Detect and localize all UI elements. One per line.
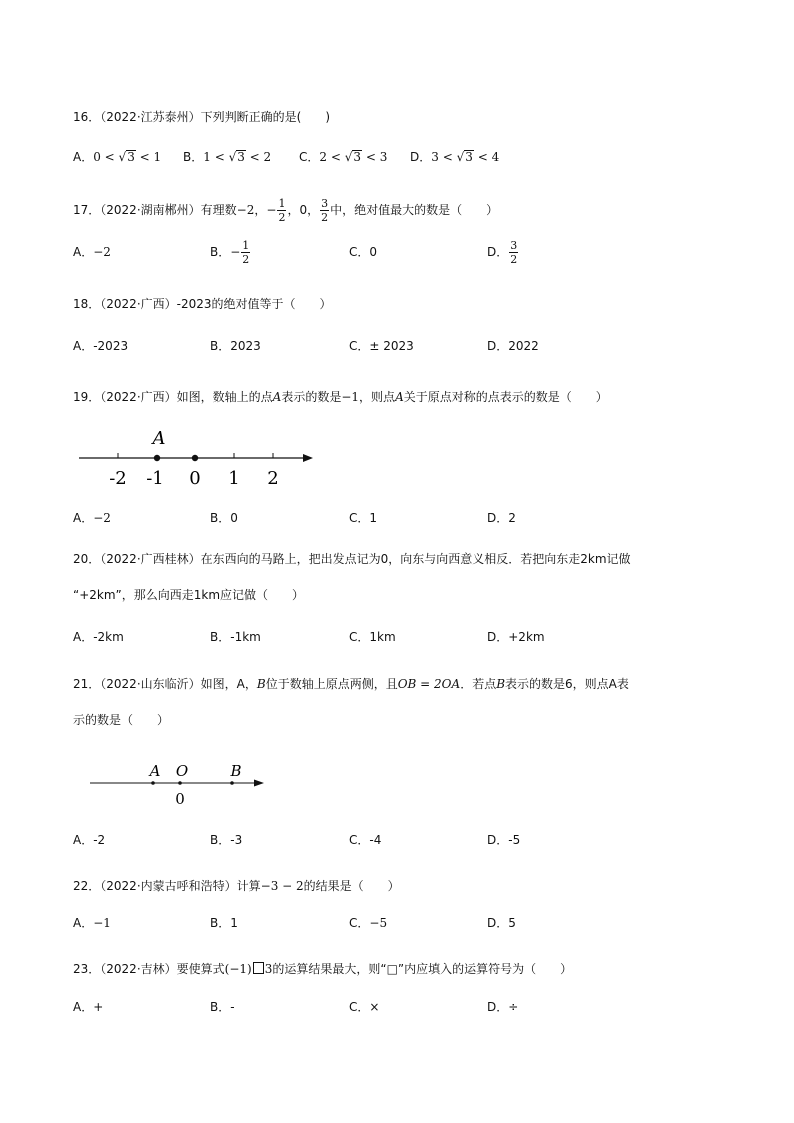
question-21-stem-line2: 示的数是（ ） — [73, 713, 170, 727]
option-a[interactable]: A．−2 — [73, 245, 111, 259]
question-16-options — [73, 148, 633, 172]
point-a-dot — [151, 781, 155, 785]
option-a[interactable]: A．-2 — [73, 833, 106, 847]
question-text: 下列判断正确的是( ) — [200, 110, 331, 124]
option-d[interactable]: D．÷ — [487, 1000, 519, 1014]
question-21-options — [73, 831, 633, 855]
question-20-stem-line2: “+2km”，那么向西走1km应记做（ ） — [73, 588, 305, 602]
option-d[interactable]: D．3 < √3 < 4 — [410, 150, 500, 164]
option-d[interactable]: D．2 — [487, 511, 516, 525]
option-c[interactable]: C．-4 — [349, 833, 382, 847]
option-a[interactable]: A．−1 — [73, 916, 111, 930]
sqrt-expression: √3 — [228, 150, 245, 164]
fraction: $\frac{1}{2}$ — [242, 239, 250, 266]
option-d[interactable]: D．+2km — [487, 630, 545, 644]
option-b[interactable]: B．-3 — [210, 833, 243, 847]
option-a[interactable]: A．+ — [73, 1000, 104, 1014]
option-c[interactable]: C．× — [349, 1000, 380, 1014]
question-20-stem-line1: 20．（2022·广西桂林）在东西向的马路上，把出发点记为0，向东与向西意义相反．若把向东走2km记做 — [73, 552, 631, 566]
point-label-o: O — [175, 762, 189, 780]
option-d[interactable]: D．5 — [487, 916, 516, 930]
number-line-figure-21 — [86, 760, 271, 810]
option-b[interactable]: B．2023 — [210, 339, 261, 353]
fraction: $\frac{1}{2}$ — [278, 197, 286, 224]
blank-box-icon — [253, 962, 264, 974]
question-23-stem: 23．（2022·吉林）要使算式(−1) 3的运算结果最大，则“□”内应填入的运算符号为（ ） — [73, 962, 573, 976]
option-c[interactable]: C．0 — [349, 245, 378, 259]
fraction: $\frac{3}{2}$ — [321, 197, 329, 224]
tick-label: 0 — [189, 468, 201, 489]
question-23-options — [73, 998, 633, 1022]
option-c[interactable]: C．2 < √3 < 3 — [299, 150, 388, 164]
option-b[interactable]: B．-1km — [210, 630, 261, 644]
tick-label: 1 — [228, 468, 240, 489]
number-line-figure-19 — [75, 422, 320, 492]
question-21-stem-line1: 21．（2022·山东临沂）如图，A，B位于数轴上原点两侧，且OB = 2OA．若点B表示的数是6，则点A表 — [73, 677, 629, 691]
option-b[interactable]: B．1 < √3 < 2 — [183, 150, 272, 164]
option-d[interactable]: D．2022 — [487, 339, 539, 353]
option-c[interactable]: C．± 2023 — [349, 339, 414, 353]
axis-arrow — [254, 780, 264, 787]
option-a[interactable]: A．-2023 — [73, 339, 129, 353]
point-b-dot — [230, 781, 234, 785]
origin-dot — [192, 455, 198, 461]
question-17-options — [73, 234, 633, 270]
question-18-options — [73, 337, 633, 361]
point-label-a: A — [149, 762, 161, 780]
question-19-options — [73, 509, 633, 533]
option-a[interactable]: A．-2km — [73, 630, 124, 644]
question-20-options — [73, 628, 633, 652]
question-22-stem: 22．（2022·内蒙古呼和浩特）计算−3 − 2的结果是（ ） — [73, 879, 400, 893]
tick-label: 2 — [267, 468, 279, 489]
option-d[interactable]: D．-5 — [487, 833, 521, 847]
question-source: （2022·江苏泰州） — [100, 110, 201, 124]
option-b[interactable]: B．- — [210, 1000, 235, 1014]
option-c[interactable]: C．−5 — [349, 916, 388, 930]
question-number: 16． — [73, 110, 101, 124]
sqrt-expression: √3 — [456, 150, 473, 164]
expression: −3 − 2 — [260, 879, 304, 893]
axis-arrow — [303, 454, 313, 462]
question-19-stem: 19．（2022·广西）如图，数轴上的点A表示的数是−1，则点A关于原点对称的点表示的数是（ ） — [73, 390, 608, 404]
tick-label: -1 — [146, 468, 164, 489]
tick-label: -2 — [109, 468, 127, 489]
question-22-options — [73, 914, 633, 938]
fraction: $\frac{3}{2}$ — [510, 239, 518, 266]
question-18-stem: 18．（2022·广西）-2023的绝对值等于（ ） — [73, 297, 332, 311]
option-b[interactable]: B．0 — [210, 511, 238, 525]
origin-dot — [178, 781, 182, 785]
equation: OB = 2OA — [397, 677, 461, 691]
option-c[interactable]: C．1km — [349, 630, 396, 644]
sqrt-expression: √3 — [118, 150, 135, 164]
sqrt-expression: √3 — [344, 150, 362, 164]
point-label-a: A — [152, 428, 166, 449]
question-16-stem — [73, 108, 330, 125]
point-a-dot — [154, 455, 160, 461]
point-label-b: B — [230, 762, 242, 780]
question-17-stem: 17．（2022·湖南郴州）有理数−2，− $\frac{1}{2}$ ，0， $\frac{3}{2}$ 中，绝对值最大的数是（ ） — [73, 197, 499, 224]
origin-label: 0 — [175, 790, 185, 808]
option-c[interactable]: C．1 — [349, 511, 378, 525]
option-b[interactable]: B．1 — [210, 916, 238, 930]
option-d[interactable]: D． $\frac{3}{2}$ — [487, 239, 518, 266]
option-a[interactable]: A．−2 — [73, 511, 111, 525]
option-a[interactable]: A．0 < √3 < 1 — [73, 150, 162, 164]
option-b[interactable]: B．− $\frac{1}{2}$ — [210, 239, 250, 266]
